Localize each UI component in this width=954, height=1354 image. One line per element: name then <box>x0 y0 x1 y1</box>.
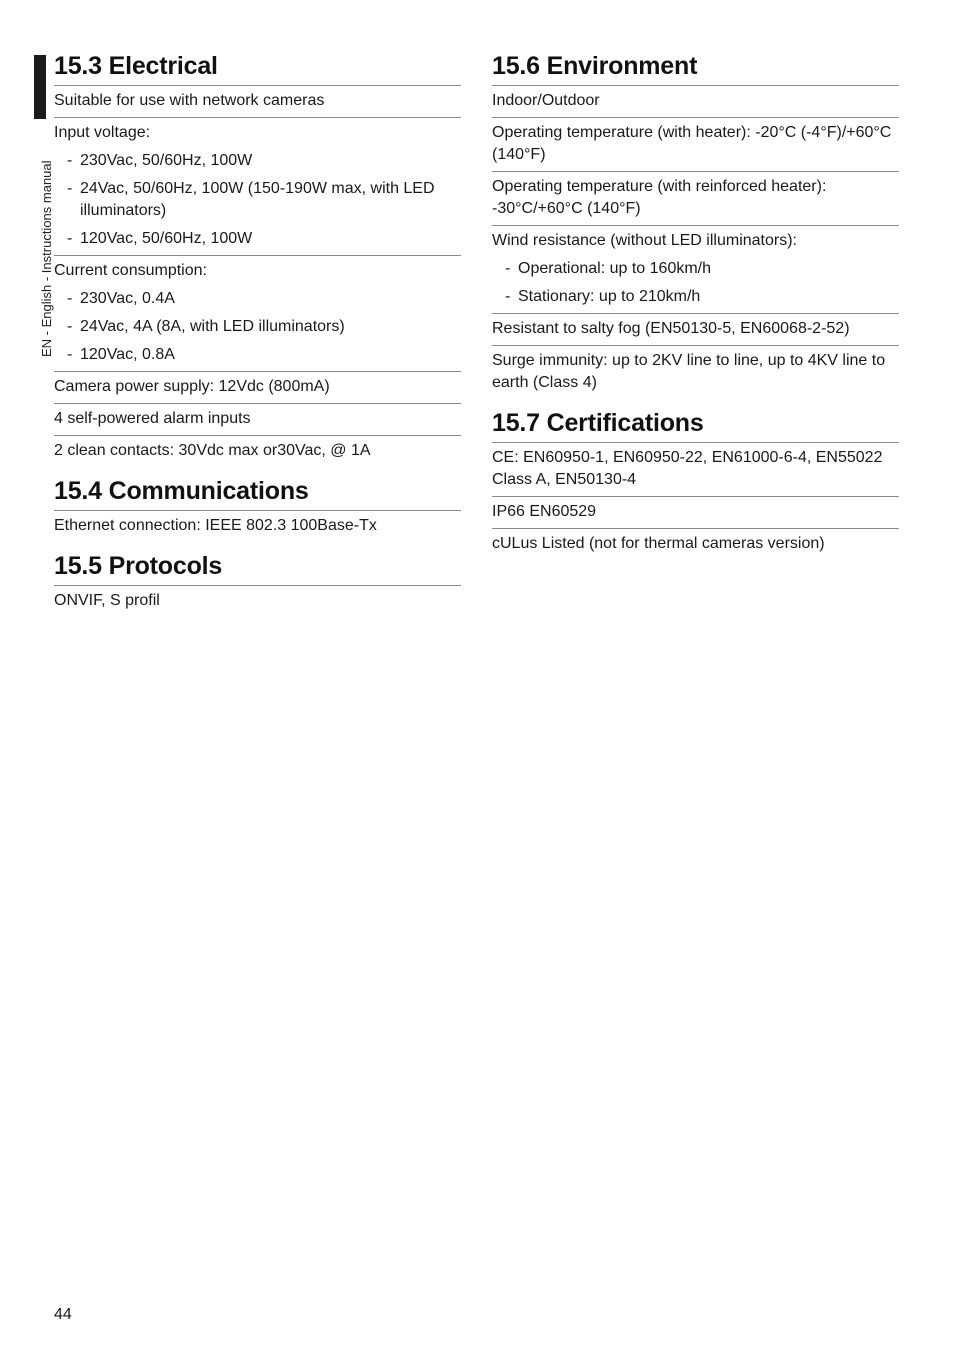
spec-table <box>492 442 899 560</box>
spec-row <box>492 172 899 226</box>
spec-text: Operating temperature (with heater): -20°C (-4°F)/+60°C (140°F) <box>492 124 892 163</box>
dash-bullet-icon: - <box>67 346 73 363</box>
dash-bullet-icon: - <box>67 152 73 169</box>
section-15-7-certifications <box>492 404 899 560</box>
spec-subitem <box>492 258 899 280</box>
spec-subitem-text: Operational: up to 160km/h <box>518 260 712 277</box>
spec-text: Resistant to salty fog (EN50130-5, EN60068-2-52) <box>492 320 850 337</box>
spec-subitem <box>54 344 461 366</box>
spec-text: Operating temperature (with reinforced heater): -30°C/+60°C (140°F) <box>492 178 827 217</box>
spec-subitem-text: 230Vac, 50/60Hz, 100W <box>80 152 253 169</box>
spec-row <box>492 226 899 314</box>
spec-row <box>54 511 461 542</box>
spec-text: 4 self-powered alarm inputs <box>54 410 251 427</box>
left-column <box>54 47 461 617</box>
right-column <box>492 47 899 560</box>
spec-subitem-text: 24Vac, 50/60Hz, 100W (150-190W max, with LED illuminators) <box>80 180 435 219</box>
spec-text: Surge immunity: up to 2KV line to line, up to 4KV line to earth (Class 4) <box>492 352 886 391</box>
spec-text: Camera power supply: 12Vdc (800mA) <box>54 378 330 395</box>
page-number: 44 <box>54 1306 72 1323</box>
section-title: 15.5 Protocols <box>54 552 223 580</box>
spec-table <box>54 85 461 467</box>
spec-row <box>492 314 899 346</box>
spec-subitem <box>54 288 461 310</box>
spec-text: ONVIF, S profil <box>54 592 160 609</box>
section-title: 15.4 Communications <box>54 477 309 505</box>
section-15-3-electrical <box>54 47 461 467</box>
spec-text: Wind resistance (without LED illuminators): <box>492 232 797 249</box>
dash-bullet-icon: - <box>505 260 511 277</box>
spec-subitem-text: 120Vac, 50/60Hz, 100W <box>80 230 253 247</box>
section-title: 15.3 Electrical <box>54 52 218 80</box>
spec-table <box>54 585 461 617</box>
spec-row <box>492 529 899 560</box>
spec-row <box>492 346 899 399</box>
spec-row <box>54 586 461 617</box>
spec-text: CE: EN60950-1, EN60950-22, EN61000-6-4, EN55022 Class A, EN50130-4 <box>492 449 883 488</box>
spec-subitem-text: 230Vac, 0.4A <box>80 290 175 307</box>
spec-row <box>492 497 899 529</box>
section-title: 15.7 Certifications <box>492 409 704 437</box>
spec-sublist <box>54 288 461 366</box>
dash-bullet-icon: - <box>67 230 73 247</box>
spec-subitem <box>54 150 461 172</box>
spec-sublist <box>492 258 899 308</box>
spec-text: Input voltage: <box>54 124 151 141</box>
spec-text: 2 clean contacts: 30Vdc max or30Vac, @ 1A <box>54 442 371 459</box>
spec-row <box>492 443 899 497</box>
spec-text: Current consumption: <box>54 262 207 279</box>
dash-bullet-icon: - <box>67 318 73 335</box>
side-language-label: EN - English - Instructions manual <box>39 160 54 357</box>
section-title: 15.6 Environment <box>492 52 698 80</box>
section-15-6-environment <box>492 47 899 399</box>
spec-row <box>54 86 461 118</box>
spec-subitem <box>54 316 461 338</box>
dash-bullet-icon: - <box>67 290 73 307</box>
spec-subitem <box>492 286 899 308</box>
section-15-4-communications <box>54 472 461 542</box>
spec-table <box>54 510 461 542</box>
spec-row <box>54 404 461 436</box>
spec-subitem-text: 24Vac, 4A (8A, with LED illuminators) <box>80 318 345 335</box>
spec-table <box>492 85 899 399</box>
dash-bullet-icon: - <box>67 180 73 197</box>
spec-row <box>54 118 461 256</box>
spec-subitem-text: Stationary: up to 210km/h <box>518 288 701 305</box>
spec-row <box>492 118 899 172</box>
spec-text: IP66 EN60529 <box>492 503 597 520</box>
spec-text: Ethernet connection: IEEE 802.3 100Base-Tx <box>54 517 377 534</box>
spec-sublist <box>54 150 461 250</box>
spec-subitem <box>54 228 461 250</box>
spec-subitem <box>54 178 461 222</box>
spec-row <box>54 372 461 404</box>
section-15-5-protocols <box>54 547 461 617</box>
spec-text: Suitable for use with network cameras <box>54 92 325 109</box>
side-tab-bar <box>34 55 46 119</box>
spec-row <box>492 86 899 118</box>
spec-row <box>54 436 461 467</box>
spec-row <box>54 256 461 372</box>
spec-text: Indoor/Outdoor <box>492 92 600 109</box>
spec-text: cULus Listed (not for thermal cameras version) <box>492 535 825 552</box>
spec-subitem-text: 120Vac, 0.8A <box>80 346 175 363</box>
dash-bullet-icon: - <box>505 288 511 305</box>
